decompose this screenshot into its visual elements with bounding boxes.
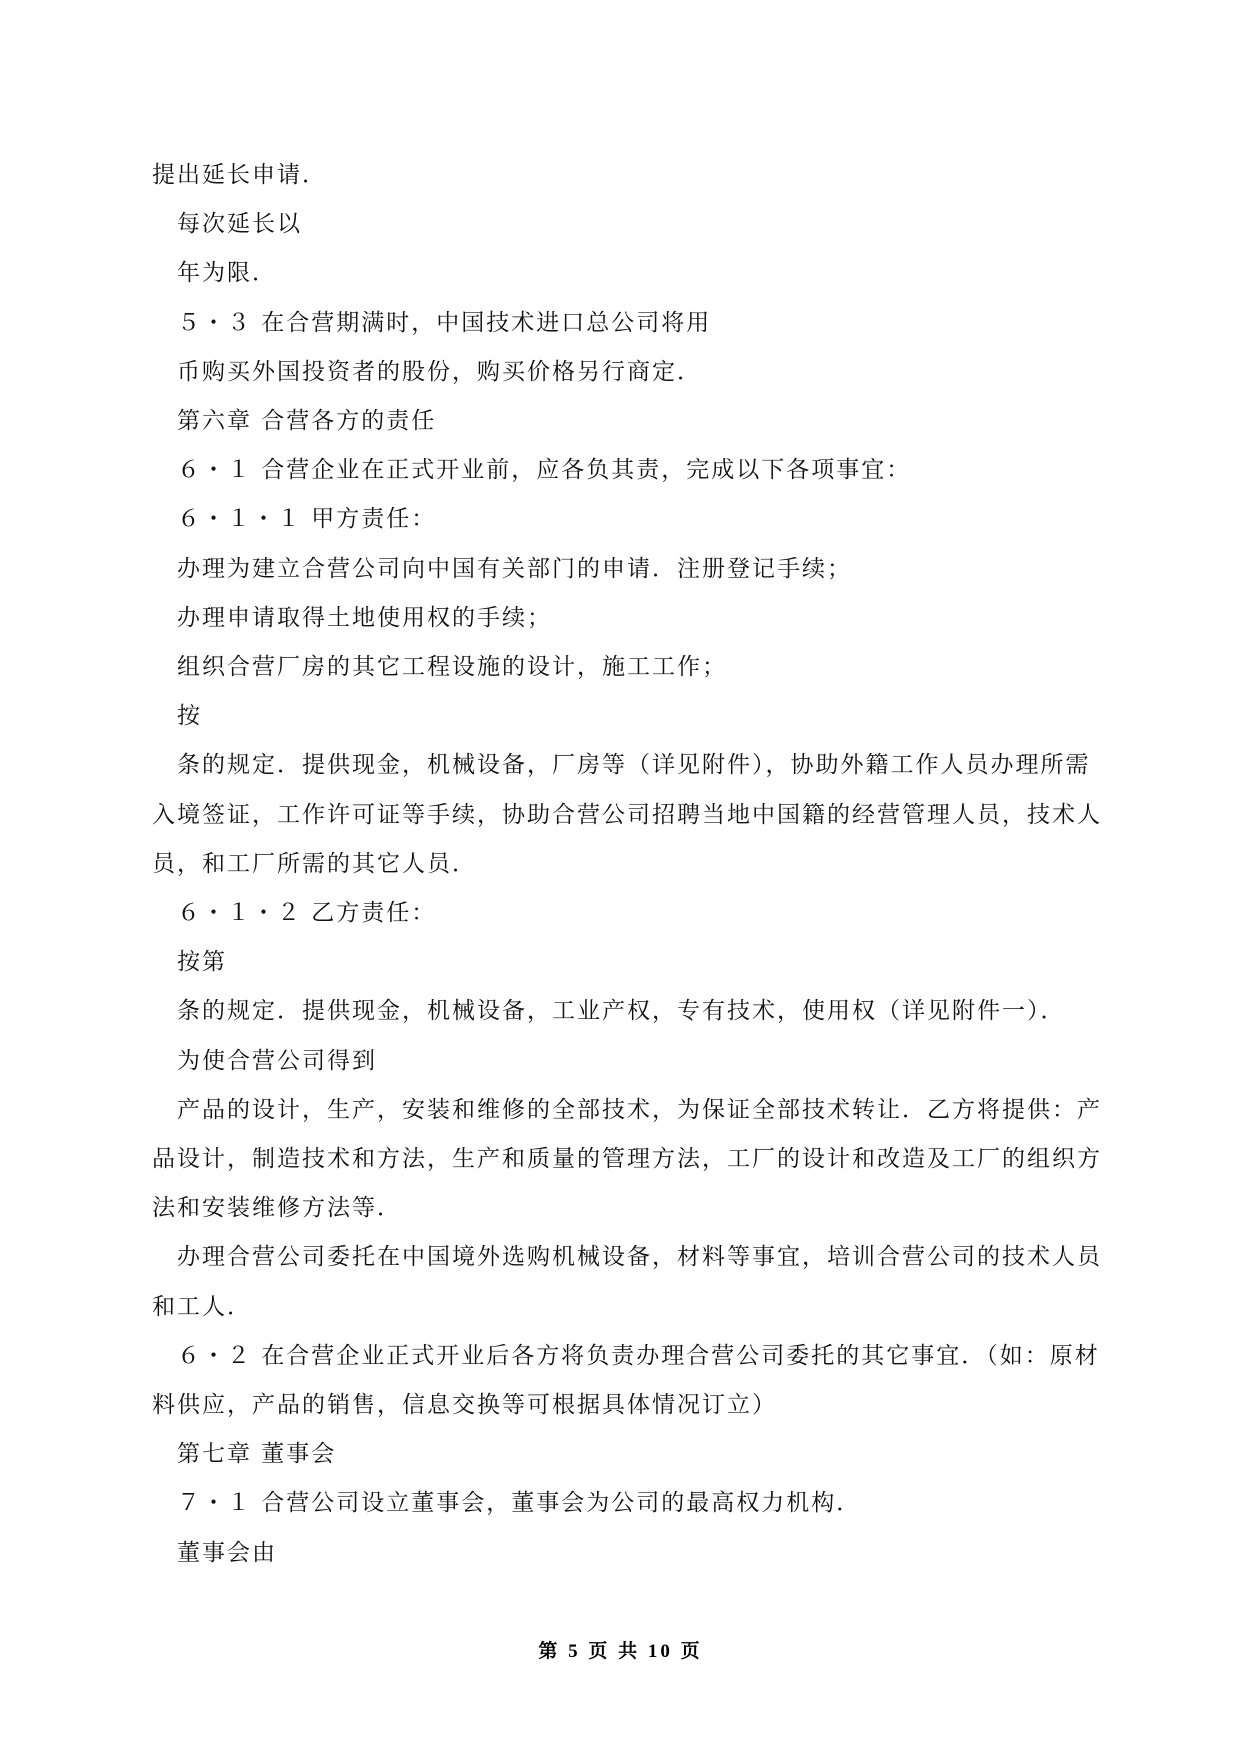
text-line: ６・１・１ 甲方责任：: [177, 506, 437, 533]
text-line: 按: [177, 703, 202, 730]
text-line: 料供应，产品的销售，信息交换等可根据具体情况订立）: [152, 1392, 777, 1418]
text-line: 和工人．: [152, 1293, 252, 1320]
text-line: 为使合营公司得到: [177, 1047, 377, 1074]
text-line: 办理合营公司委托在中国境外选购机械设备，材料等事宜，培训合营公司的技术人员: [177, 1244, 1102, 1271]
text-line: 第七章 董事会: [177, 1441, 337, 1468]
text-line: 办理申请取得土地使用权的手续；: [177, 604, 552, 631]
text-line: 按第: [177, 949, 227, 976]
text-line: 提出延长申请．: [152, 162, 327, 188]
text-line: 条的规定．提供现金，机械设备，工业产权，专有技术，使用权（详见附件一）．: [177, 998, 1066, 1025]
text-line: ６・１・２ 乙方责任：: [177, 900, 437, 926]
text-line: 每次延长以: [177, 211, 302, 238]
text-line: 产品的设计，生产，安装和维修的全部技术，为保证全部技术转让．乙方将提供：产: [177, 1096, 1102, 1123]
text-line: ６・１ 合营企业在正式开业前，应各负其责，完成以下各项事宜：: [177, 457, 912, 484]
text-line: 员，和工厂所需的其它人员．: [152, 850, 477, 877]
text-line: 第六章 合营各方的责任: [177, 408, 437, 434]
text-line: 年为限．: [177, 260, 277, 287]
text-line: 品设计，制造技术和方法，生产和质量的管理方法，工厂的设计和改造及工厂的组织方: [152, 1146, 1102, 1172]
text-line: ７・１ 合营公司设立董事会，董事会为公司的最高权力机构．: [177, 1490, 862, 1517]
text-line: 入境签证，工作许可证等手续，协助合营公司招聘当地中国籍的经营管理人员，技术人: [152, 801, 1102, 828]
text-line: 条的规定．提供现金，机械设备，厂房等（详见附件），协助外籍工作人员办理所需: [177, 752, 1091, 779]
text-line: 董事会由: [177, 1539, 277, 1566]
text-line: ６・２ 在合营企业正式开业后各方将负责办理合营公司委托的其它事宜．（如：原材: [177, 1342, 1100, 1369]
text-line: 组织合营厂房的其它工程设施的设计，施工工作；: [177, 654, 727, 680]
text-line: 法和安装维修方法等．: [152, 1195, 402, 1222]
text-line: ５・３ 在合营期满时，中国技术进口总公司将用: [177, 309, 712, 336]
text-line: 办理为建立合营公司向中国有关部门的申请．注册登记手续；: [177, 555, 852, 582]
text-line: 币购买外国投资者的股份，购买价格另行商定．: [177, 358, 702, 385]
page-footer: 第 5 页 共 10 页: [538, 1641, 703, 1662]
